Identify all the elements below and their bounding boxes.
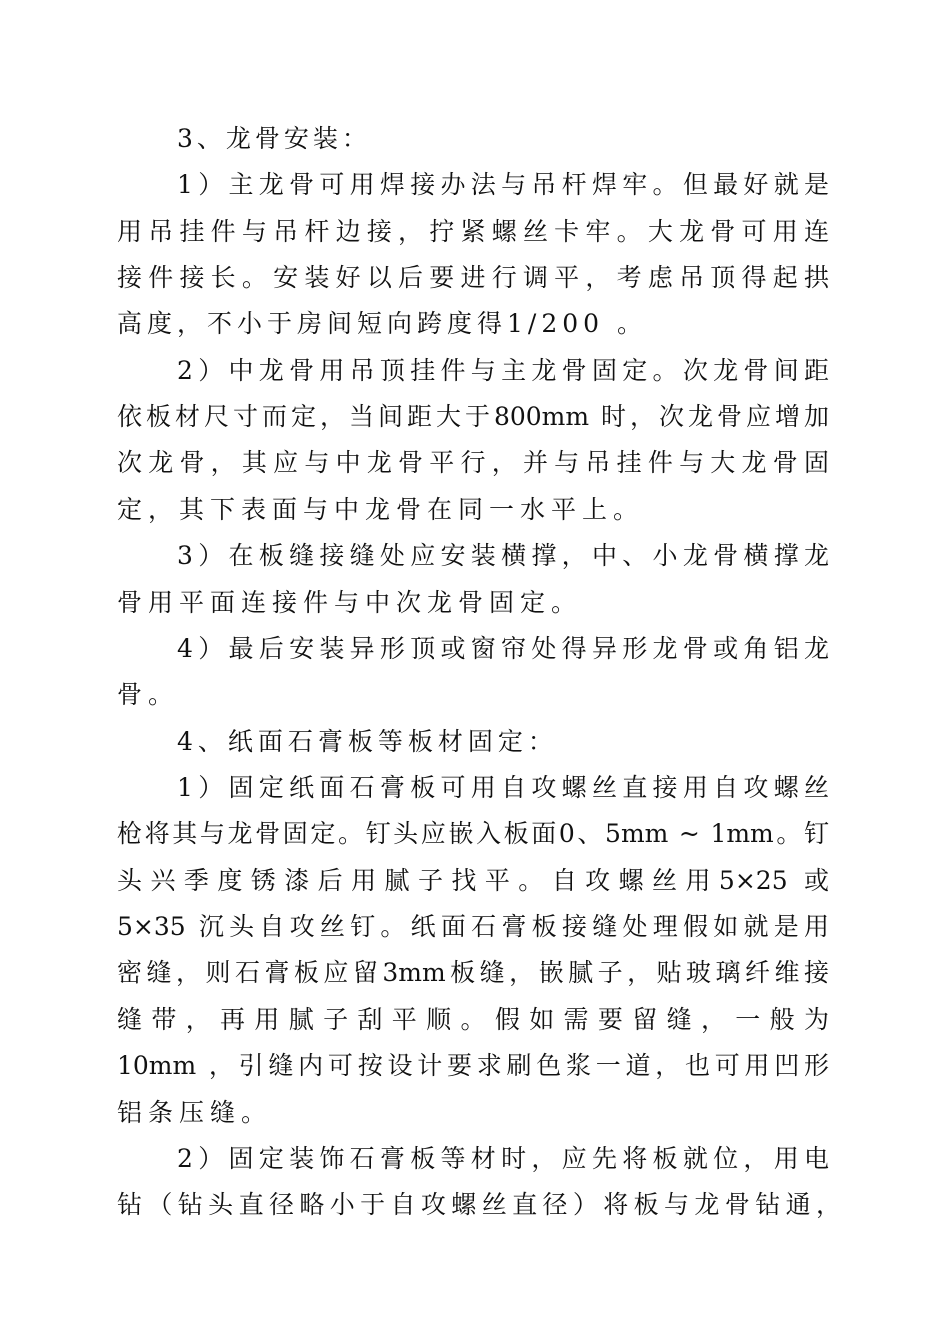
paragraph-line: 3）在板缝接缝处应安装横撑，中、小龙骨横撑龙 <box>177 541 829 570</box>
paragraph-line: 2）中龙骨用吊顶挂件与主龙骨固定。次龙骨间距 <box>177 356 829 385</box>
paragraph-line: 头兴季度锈漆后用腻子找平。自攻螺丝用5×25 或 <box>117 866 829 895</box>
paragraph-line: 钻（钻头直径略小于自攻螺丝直径）将板与龙骨钻通， <box>117 1190 841 1219</box>
paragraph-line: 接件接长。安装好以后要进行调平，考虑吊顶得起拱 <box>117 263 829 292</box>
paragraph-line: 用吊挂件与吊杆边接，拧紧螺丝卡牢。大龙骨可用连 <box>117 217 829 246</box>
paragraph-line: 缝带，再用腻子刮平顺。假如需要留缝，一般为 <box>117 1005 829 1034</box>
paragraph-line: 铝条压缝。 <box>117 1098 273 1127</box>
paragraph-line: 高度，不小于房间短向跨度得1/200 。 <box>117 309 647 338</box>
paragraph-line: 密缝，则石膏板应留3mm板缝，嵌腻子，贴玻璃纤维接 <box>117 958 829 987</box>
paragraph-line: 5×35 沉头自攻丝钉。纸面石膏板接缝处理假如就是用 <box>117 912 829 941</box>
paragraph-line: 1）固定纸面石膏板可用自攻螺丝直接用自攻螺丝 <box>177 773 829 802</box>
paragraph-line: 枪将其与龙骨固定。钉头应嵌入板面0、5mm ~ 1mm。钉 <box>117 819 829 848</box>
heading-keel-installation: 3、龙骨安装： <box>177 124 371 153</box>
paragraph-line: 定，其下表面与中龙骨在同一水平上。 <box>117 495 645 524</box>
paragraph-line: 依板材尺寸而定，当间距大于800mm 时，次龙骨应增加 <box>117 402 829 431</box>
paragraph-line: 4）最后安装异形顶或窗帘处得异形龙骨或角铝龙 <box>177 634 829 663</box>
paragraph-line: 骨。 <box>117 680 180 709</box>
paragraph-line: 2）固定装饰石膏板等材时，应先将板就位，用电 <box>177 1144 829 1173</box>
paragraph-line: 10mm ，引缝内可按设计要求刷色浆一道，也可用凹形 <box>117 1051 829 1080</box>
heading-board-fixing: 4、纸面石膏板等板材固定： <box>177 727 558 756</box>
paragraph-line: 骨用平面连接件与中次龙骨固定。 <box>117 588 583 617</box>
paragraph-line: 次龙骨，其应与中龙骨平行，并与吊挂件与大龙骨固 <box>117 448 829 477</box>
paragraph-line: 1）主龙骨可用焊接办法与吊杆焊牢。但最好就是 <box>177 170 829 199</box>
